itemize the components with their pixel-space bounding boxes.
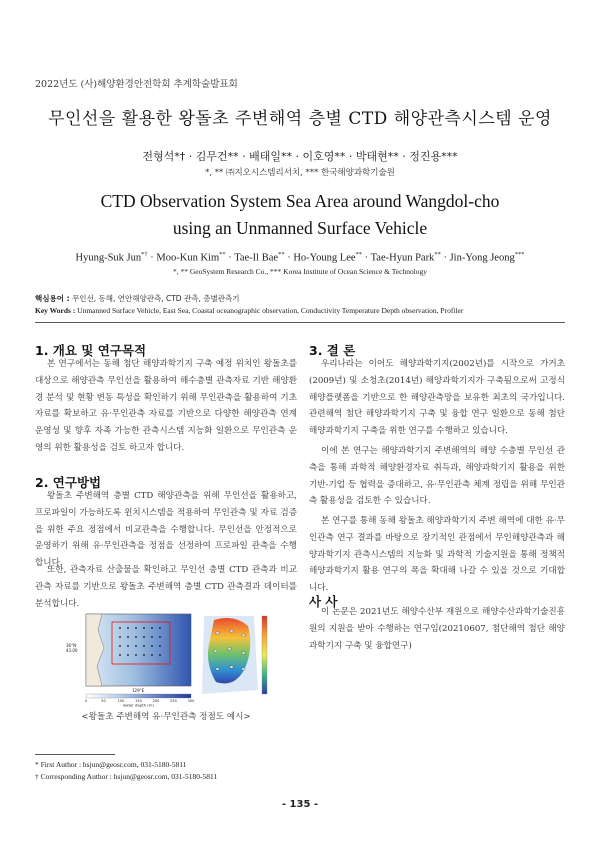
author-separator: ·	[147, 252, 157, 264]
author-name: Moo-Kun Kim	[156, 252, 220, 264]
lat-label-line: 36°N	[66, 643, 77, 648]
colorbar-tick-label: 300	[187, 699, 195, 703]
acknowledgement-heading: 사 사	[309, 594, 338, 609]
keywords-korean-text: 무인선, 동해, 연안해양관측, CTD 관측, 층별관측기	[71, 294, 240, 303]
section2-text2: 또한, 관측자료 산출물을 확인하고 무인선 층별 CTD 관측과 비교관측 자료를 기반으로 왕돌초 주변해역 층별 CTD 관측결과 데이터를 분석합니다.	[35, 565, 297, 609]
english-authors	[20, 251, 580, 264]
acknowledgement-text: 이 논문은 2021년도 해양수산부 재원으로 해양수산과학기술진흥원의 지원을 받아 수행하는 연구임(20210607, 첨단해역 첨단 해양과학기지 구축 및 융합연구)	[309, 607, 565, 651]
footnote-corresponding-author: † Corresponding Author : hsjun@geosr.com, 031-5180-5811	[35, 772, 218, 781]
keywords-korean-label: 핵심용어 :	[35, 294, 70, 303]
lat-label-line: 43.00	[66, 648, 78, 653]
author-name: Jin-Yong Jeong	[449, 252, 515, 264]
author-separator: ·	[284, 252, 294, 264]
keywords-korean	[35, 293, 239, 304]
section2-heading: 2. 연구방법	[35, 475, 102, 490]
divider	[35, 322, 565, 323]
colorbar-tick-label: 50	[101, 699, 106, 703]
keywords-english	[35, 306, 463, 315]
bathymetry-colorbar	[262, 616, 267, 694]
author-name: Tae-Hyun Park	[370, 252, 435, 264]
footnote-divider	[35, 754, 115, 755]
page-number: - 135 -	[281, 799, 319, 810]
station-map-svg	[64, 610, 274, 707]
colorbar-tick-label: 200	[152, 699, 160, 703]
author-affiliation-mark: **	[278, 251, 285, 258]
english-affiliation: *, ** GeoSystem Research Co., *** Korea Institute of Ocean Science & Technology	[172, 267, 428, 276]
author-name: Tae-Il Bae	[234, 252, 279, 264]
figure-caption: <왕돌초 주변해역 유·무인관측 정점도 예시>	[81, 712, 251, 722]
keywords-english-text: Unmanned Surface Vehicle, East Sea, Coastal oceanographic observation, Conductivity Temperature Depth observation, Profiler	[77, 306, 464, 315]
author-affiliation-mark: **	[434, 251, 441, 258]
section1-heading: 1. 개요 및 연구목적	[35, 343, 147, 358]
section2-text1: 왕돌초 주변해역 층별 CTD 해양관측을 위해 무인선을 활용하고, 프로파일이 가능하도록 윈치시스템을 적용하여 무인관측 및 자료 검증을 위한 주요 정점에서 비교관측을 수행합니다. 무인선을 안정적으로 운영하기 위해 유·무인관측을 정점을 선정하여 프로파일 관측을 수행합니다.	[35, 491, 297, 569]
korean-authors: 전형석*† · 김무건** · 배태일** · 이호영** · 박태현** · 정진용***	[142, 150, 458, 163]
colorbar-label: water depth (m)	[123, 702, 154, 707]
author-affiliation-mark: ***	[514, 251, 525, 258]
author-separator: ·	[362, 252, 371, 264]
footnote-first-author: * First Author : hsjun@geosr.com, 031-5180-5811	[35, 760, 187, 769]
korean-affiliation: *, ** ㈜지오시스템리서치, *** 한국해양과학기술원	[205, 168, 395, 178]
english-title-line1: CTD Observation System Sea Area around Wangdol-cho	[100, 191, 500, 211]
section3-text3: 본 연구를 통해 동해 왕돌초 해양과학기지 주변 해역에 대한 유·무인관측 연구 결과를 바탕으로 장기적인 관점에서 무인해양관측과 해양과학기지 관측시스템의 지능화 및 과학적 기술지원을 통해 정책적 해양과학기지 활용 연구의 폭을 확대해 나갈 수 있을 것으로 기대합니다.	[309, 516, 565, 594]
section3-heading: 3. 결 론	[309, 343, 356, 358]
author-affiliation-mark: **	[219, 251, 226, 258]
section3-text1: 우리나라는 이어도 해양과학기지(2002년)를 시작으로 가거초(2009년) 및 소청초(2014년) 해양과학기지가 구축됨으로써 고정식 해양플랫폼을 기반으로 한 해양관측망을 보유한 최초의 국가입니다. 관련해역 첨단 해양과학기지 구축 및 융합 연구 일환으로 동해 첨단 해양과학기지 구축을 위한 연구를 수행하고 있습니다.	[309, 359, 565, 437]
colorbar-tick-label: 0	[84, 699, 88, 703]
author-affiliation-mark: *†	[141, 251, 148, 258]
author-name: Ho-Young Lee	[293, 252, 356, 264]
author-separator: ·	[440, 252, 450, 264]
korean-title: 무인선을 활용한 왕돌초 주변해역 층별 CTD 해양관측시스템 운영	[48, 109, 552, 129]
colorbar-tick-label: 100	[117, 699, 125, 703]
english-title	[0, 188, 600, 242]
colorbar-tick-label: 150	[135, 699, 142, 703]
keywords-english-label: Key Words :	[35, 306, 76, 315]
author-affiliation-mark: **	[355, 251, 363, 258]
author-name: Hyung-Suk Jun	[75, 252, 142, 264]
lat-label	[66, 643, 78, 653]
section3-text2: 이에 본 연구는 해양과학기지 주변해역의 해양 수층별 무인선 관측을 통해 과학적 해양환경자료 취득과, 해양과학기지 활용을 위한 기반-기업 등 협력을 증대하고, 유·무인관측 체계 정립을 위해 무인관측 활용성을 검토한 수 있습니다.	[309, 446, 565, 507]
colorbar-tick-label: 250	[170, 699, 177, 703]
section1-text: 본 연구에서는 동해 첨단 해양과학기지 구축 예정 위치인 왕돌초를 대상으로 해양관측 무인선을 활용하여 해수층별 관측자료 기반 해양환경 분석 및 현황 변동 특성을 확인하기 위해 무인관측을 활용하여 기초자료를 확보하고 유·무인관측 자료를 기반으로 다양한 해양관측 연계 운영성 및 향후 자족 가능한 관측시스템 지능화 일환으로 무인관측 운영의 위한 활용성을 검토 하고자 합니다.	[35, 359, 297, 453]
lon-label: 129°E	[132, 688, 145, 693]
station-map-figure	[64, 610, 274, 707]
depth-colorbar	[86, 694, 191, 698]
conference-header: 2022년도 (사)해양환경안전학회 추계학술발표회	[35, 79, 238, 90]
author-separator: ·	[225, 252, 235, 264]
english-title-line2: using an Unmanned Surface Vehicle	[172, 218, 428, 238]
